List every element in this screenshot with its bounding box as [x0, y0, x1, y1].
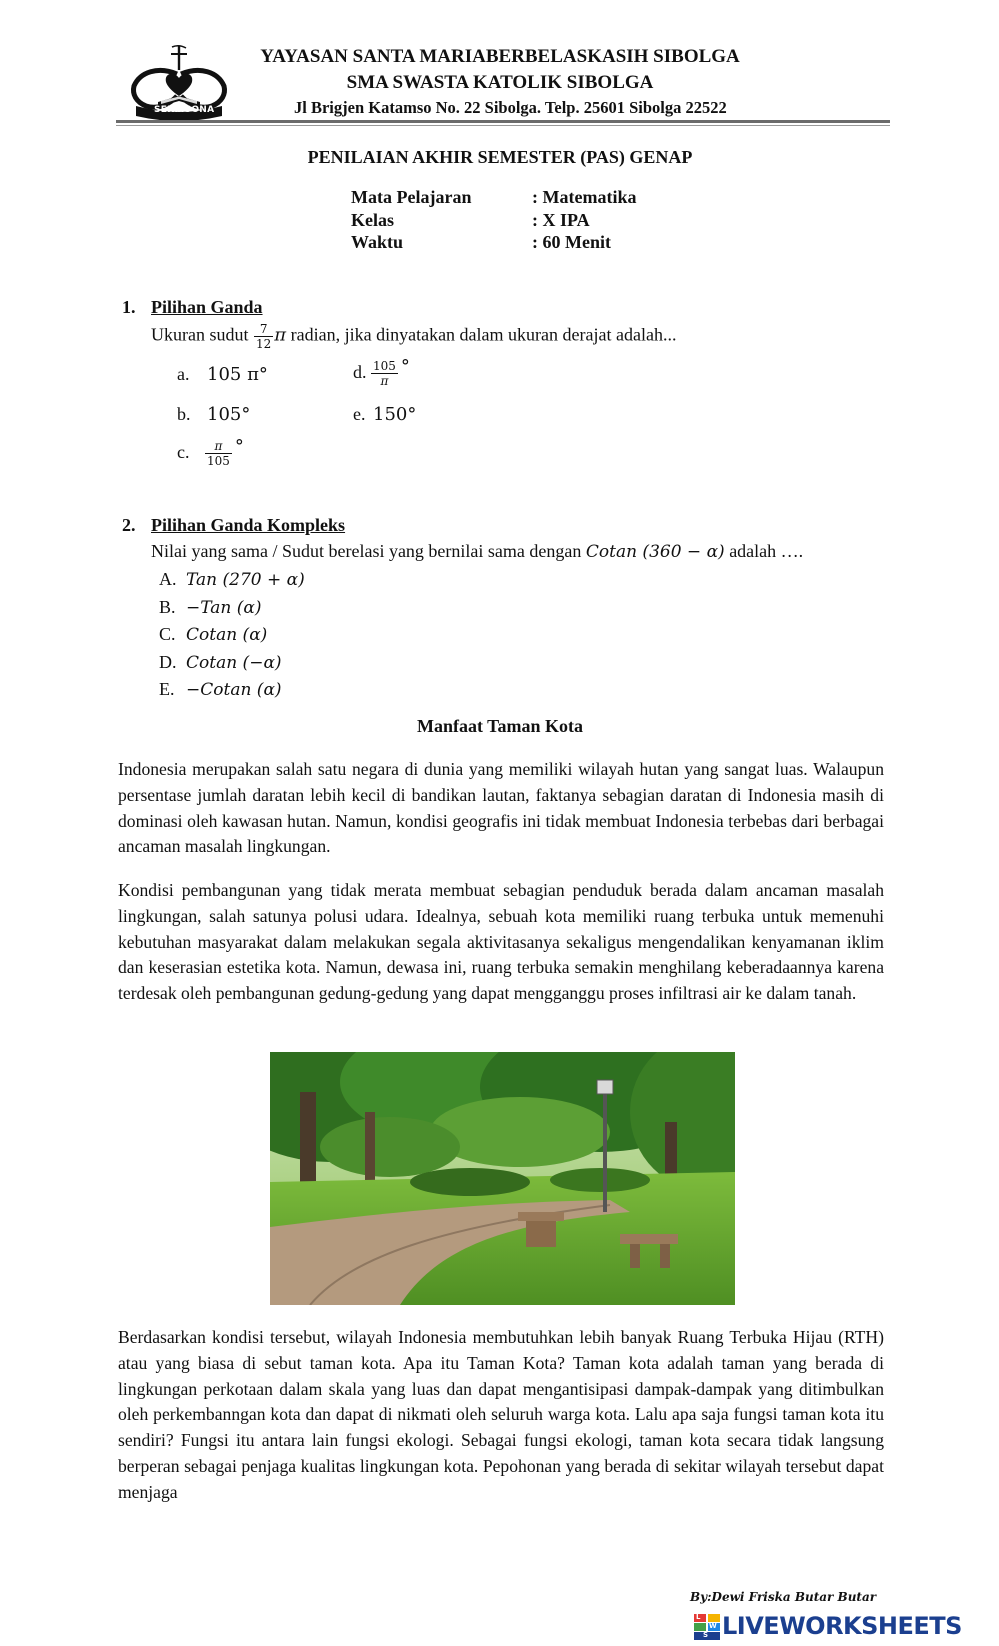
author-credit: By:Dewi Friska Butar Butar [690, 1590, 877, 1604]
option-label: C. [159, 624, 176, 645]
exam-info-row [351, 231, 636, 254]
logo-square-green [694, 1623, 706, 1631]
school-logo [128, 44, 230, 120]
option-value: −Cotan (α) [186, 680, 282, 701]
stem-text: adalah …. [729, 541, 804, 561]
school-address: Jl Brigjen Katamso No. 22 Sibolga. Telp. 25601 Sibolga 22522 [294, 98, 727, 117]
exam-info-row [351, 186, 636, 209]
option-item[interactable] [159, 649, 305, 677]
option-c[interactable] [177, 436, 244, 468]
park-photo [270, 1052, 735, 1305]
fraction [371, 359, 398, 388]
school-logo-text: SERFISONA [154, 105, 215, 115]
park-photo-illustration [270, 1052, 735, 1305]
liveworksheets-logo [694, 1612, 996, 1642]
question-2-heading [122, 515, 345, 536]
option-value: 150° [373, 404, 417, 425]
question-type: Pilihan Ganda [151, 297, 263, 317]
exam-info [351, 186, 636, 254]
exam-info-value: : X IPA [532, 209, 590, 230]
option-item[interactable] [159, 676, 305, 704]
fraction-numerator: π [205, 439, 232, 454]
logo-letter-w: W [709, 1622, 717, 1630]
question-2-stem [151, 541, 803, 562]
question-1-heading [122, 297, 263, 318]
exam-info-row [351, 209, 636, 232]
option-item[interactable] [159, 621, 305, 649]
logo-letter-s: S [703, 1631, 709, 1639]
stem-text: Nilai yang sama / Sudut berelasi yang bernilai sama dengan [151, 541, 582, 561]
option-value: Cotan (−α) [186, 652, 282, 673]
header-rule-thin [116, 125, 890, 126]
option-label: b. [177, 404, 191, 424]
foundation-name: YAYASAN SANTA MARIABERBELASKASIH SIBOLGA [260, 46, 740, 67]
fraction [205, 439, 232, 468]
pi-symbol: π [274, 324, 287, 346]
question-number: 1. [122, 297, 136, 317]
option-value: Tan (270 + α) [186, 570, 305, 590]
fraction-denominator: 105 [207, 454, 230, 469]
option-label: e. [353, 404, 366, 424]
option-label: a. [177, 364, 190, 384]
option-label: d. [353, 362, 367, 382]
option-label: B. [159, 596, 176, 617]
exam-title: PENILAIAN AKHIR SEMESTER (PAS) GENAP [307, 147, 693, 167]
stem-text: radian, jika dinyatakan dalam ukuran derajat adalah... [290, 324, 677, 345]
option-d[interactable] [353, 356, 410, 388]
question-2-options [159, 566, 305, 704]
option-label: c. [177, 442, 190, 462]
reading-paragraph-2: Kondisi pembangunan yang tidak merata membuat sebagian penduduk berada dalam ancaman masalah lingkungan, salah satunya polusi udara. Idealnya, sebuah kota memiliki ruang terbuka untuk memenuhi kebutuhan masyarakat dalam melakukan segala aktivitasanya sekaligus mengendalikan kenyamanan iklim dan keserasian estetika kota. Namun, dewasa ini, ruang terbuka semakin menghilang keberadaannya karena terdesak oleh pembangunan gedung-gedung yang dapat mengganggu proses infiltrasi air ke dalam tanah. [118, 880, 884, 1004]
header-rule [116, 120, 890, 123]
exam-info-value: : 60 Menit [532, 232, 611, 252]
degree-symbol: ° [400, 356, 410, 377]
option-value: 105 π° [207, 364, 268, 385]
option-b[interactable] [177, 404, 250, 425]
liveworksheets-wordmark: LIVEWORKSHEETS [722, 1612, 962, 1640]
fraction-denominator: 12 [256, 337, 272, 351]
exam-info-value: : Matematika [532, 187, 637, 207]
option-item[interactable] [159, 566, 305, 594]
stem-math: Cotan (360 − α) [585, 542, 725, 562]
option-value: −Tan (α) [186, 597, 262, 618]
fraction-numerator: 105 [373, 359, 396, 374]
option-label: D. [159, 651, 177, 672]
option-a[interactable] [177, 364, 268, 385]
fraction [254, 322, 273, 351]
degree-symbol: ° [234, 436, 244, 457]
option-value: 105° [207, 404, 251, 425]
exam-info-label: Kelas [351, 209, 394, 230]
stem-text: Ukuran sudut [151, 324, 249, 345]
fraction-denominator: π [380, 374, 389, 389]
exam-info-label: Mata Pelajaran [351, 187, 472, 207]
option-label: A. [159, 569, 177, 589]
option-label: E. [159, 679, 175, 700]
reading-paragraph-3: Berdasarkan kondisi tersebut, wilayah Indonesia membutuhkan lebih banyak Ruang Terbuka Hijau (RTH) atau yang biasa di sebut taman kota. Apa itu Taman Kota? Taman kota adalah taman yang berada di lingkungan perkotaan dalam skala yang luas dan dapat mengantisipasi dampak-dampak yang ditimbulkan oleh perkembanngan kota dan dapat di nikmati oleh seluruh warga kota. Lalu apa saja fungsi taman kota itu sendiri? Fungsi itu antara lain fungsi ekologi. Sebagai fungsi ekologi, taman kota secara tidak langsung berperan sebagai penjaga kualitas lingkungan kota. Pepohonan yang berada di sekitar wilayah tersebut dapat menjaga [118, 1327, 884, 1502]
reading-paragraph-1: Indonesia merupakan salah satu negara di dunia yang memiliki wilayah hutan yang sangat luas. Walaupun persentase jumlah daratan lebih kecil di bandikan lautan, faktanya sebagian daratan di Indonesia masih di dominasi oleh kawasan hutan. Namun, kondisi geografis ini tidak membuat Indonesia terbebas dari berbagai ancaman masalah lingkungan. [118, 759, 884, 857]
option-value: Cotan (α) [186, 625, 268, 646]
reading-title: Manfaat Taman Kota [416, 716, 584, 736]
option-e[interactable] [353, 404, 416, 425]
fraction-numerator: 7 [254, 322, 273, 337]
question-1-stem [151, 322, 676, 351]
question-type: Pilihan Ganda Kompleks [151, 515, 346, 535]
option-item[interactable] [159, 594, 305, 622]
question-number: 2. [122, 515, 136, 535]
logo-squares [694, 1614, 720, 1640]
logo-square-yellow [708, 1614, 720, 1622]
logo-letter-l: L [696, 1613, 701, 1621]
school-name: SMA SWASTA KATOLIK SIBOLGA [346, 72, 654, 93]
exam-info-label: Waktu [351, 232, 404, 252]
